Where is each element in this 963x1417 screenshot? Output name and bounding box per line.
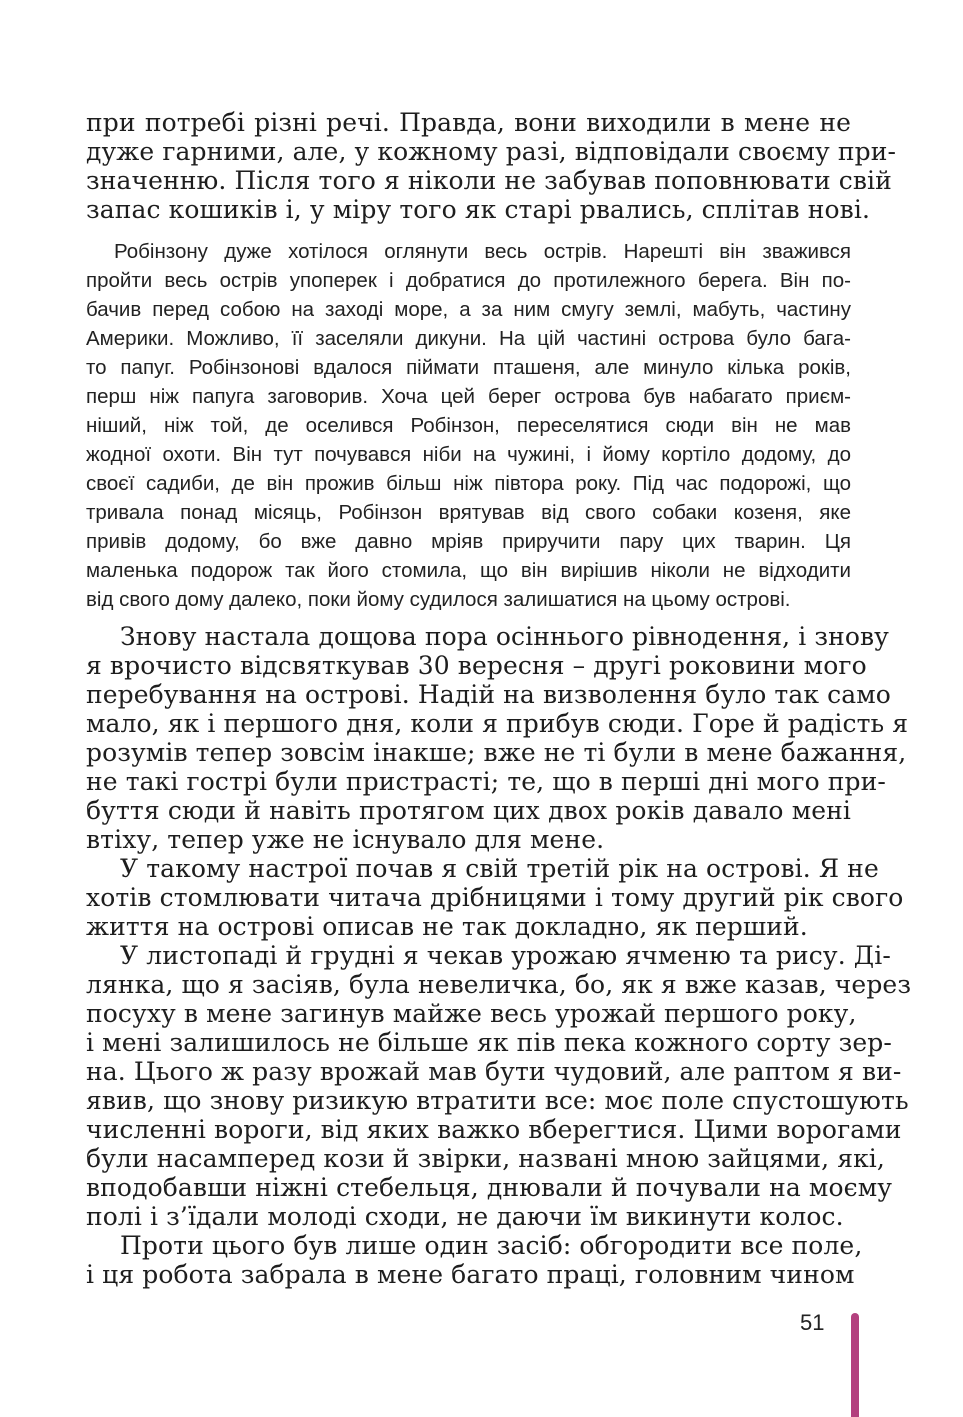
text-line: при потребі різні речі. Правда, вони виходили в мене не (86, 108, 851, 137)
text-line: мало, як і першого дня, коли я прибув сюди. Горе й радість я (86, 709, 909, 738)
summary-block (86, 237, 851, 614)
paragraph-4 (86, 1231, 863, 1289)
summary-line: привів додому, бо вже давно мріяв приручити пару цих тварин. Ця (86, 530, 851, 553)
summary-line: бачив перед собою на заході море, а за ним смугу землі, мабуть, частину (86, 298, 851, 321)
summary-line: перш ніж папуга заговорив. Хоча цей берег острова був набагато приєм- (86, 385, 851, 408)
summary-line: Робінзону дуже хотілося оглянути весь острів. Нарешті він зважився (114, 240, 851, 263)
text-line: хотів стомлювати читача дрібницями і тому другий рік свого (86, 883, 904, 912)
text-line: і ця робота забрала в мене багато праці, головним чином (86, 1260, 855, 1289)
text-line: втіху, тепер уже не існувало для мене. (86, 825, 605, 854)
text-line: на. Цього ж разу врожай мав бути чудовий, але раптом я ви- (86, 1057, 902, 1086)
text-line: посуху в мене загинув майже весь урожай першого року, (86, 999, 857, 1028)
paragraph-2 (86, 854, 904, 941)
text-line: запас кошиків і, у міру того як старі рвались, сплітав нові. (86, 195, 870, 224)
summary-line: пройти весь острів упоперек і добратися до протилежного берега. Він по- (86, 269, 851, 292)
summary-line: своєї садиби, де він прожив більш ніж півтора року. Під час подорожі, що (86, 472, 851, 495)
body-text (86, 622, 912, 1289)
text-line: дуже гарними, але, у кожному разі, відповідали своєму при- (86, 137, 897, 166)
summary-line: жодної охоти. Він тут почувався ніби на чужині, і йому кортіло додому, до (86, 443, 851, 466)
text-line: буття сюди й навіть протягом цих двох років давало мені (86, 796, 851, 825)
text-line: перебування на острові. Надій на визволення було так само (86, 680, 891, 709)
text-line: вподобавши ніжні стебельця, днювали й почували на моєму (86, 1173, 893, 1202)
text-line: життя на острові описав не так докладно, як перший. (86, 912, 808, 941)
text-line: У листопаді й грудні я чекав урожаю ячменю та рису. Ді- (120, 941, 891, 970)
text-line: розумів тепер зовсім інакше; вже не ті були в мене бажання, (86, 738, 907, 767)
text-line: значенню. Після того я ніколи не забував поповнювати свій (86, 166, 892, 195)
page-accent-bar (851, 1313, 859, 1417)
page-number: 51 (800, 1310, 825, 1335)
text-line: Проти цього був лише один засіб: обгородити все поле, (120, 1231, 863, 1260)
summary-line: маленька подорож так його стомила, що він вирішив ніколи не відходити (86, 559, 851, 582)
text-line: не такі гострі були пристрасті; те, що в перші дні мого при- (86, 767, 886, 796)
paragraph-1 (86, 622, 909, 854)
text-line: численні вороги, від яких важко вберегтися. Цими ворогами (86, 1115, 902, 1144)
summary-line: від свого дому далеко, поки йому судилося залишатися на цьому острові. (86, 588, 791, 611)
text-line: я врочисто відсвяткував 30 вересня – другі роковини мого (86, 651, 867, 680)
text-line: явив, що знову ризикую втратити все: моє поле спустошують (86, 1086, 909, 1115)
text-line: і мені залишилось не більше як пів пека кожного сорту зер- (86, 1028, 892, 1057)
summary-line: Америки. Можливо, її заселяли дикуни. На цій частині острова було бага- (86, 327, 851, 350)
top-paragraph (86, 108, 897, 224)
summary-line: тривала понад місяць, Робінзон врятував від свого собаки козеня, яке (86, 501, 851, 524)
paragraph-3 (86, 941, 912, 1231)
summary-line: ніший, ніж той, де оселився Робінзон, переселятися сюди він не мав (86, 414, 851, 437)
text-line: були насамперед кози й звірки, названі мною зайцями, які, (86, 1144, 885, 1173)
text-line: У такому настрої почав я свій третій рік на острові. Я не (120, 854, 879, 883)
text-line: лянка, що я засіяв, була невеличка, бо, як я вже казав, через (86, 970, 912, 999)
text-line: Знову настала дощова пора осіннього рівнодення, і знову (120, 622, 889, 651)
summary-line: то папуг. Робінзонові вдалося піймати пташеня, але минуло кілька років, (86, 356, 851, 379)
text-line: полі і з’їдали молоді сходи, не даючи їм викинути колос. (86, 1202, 844, 1231)
